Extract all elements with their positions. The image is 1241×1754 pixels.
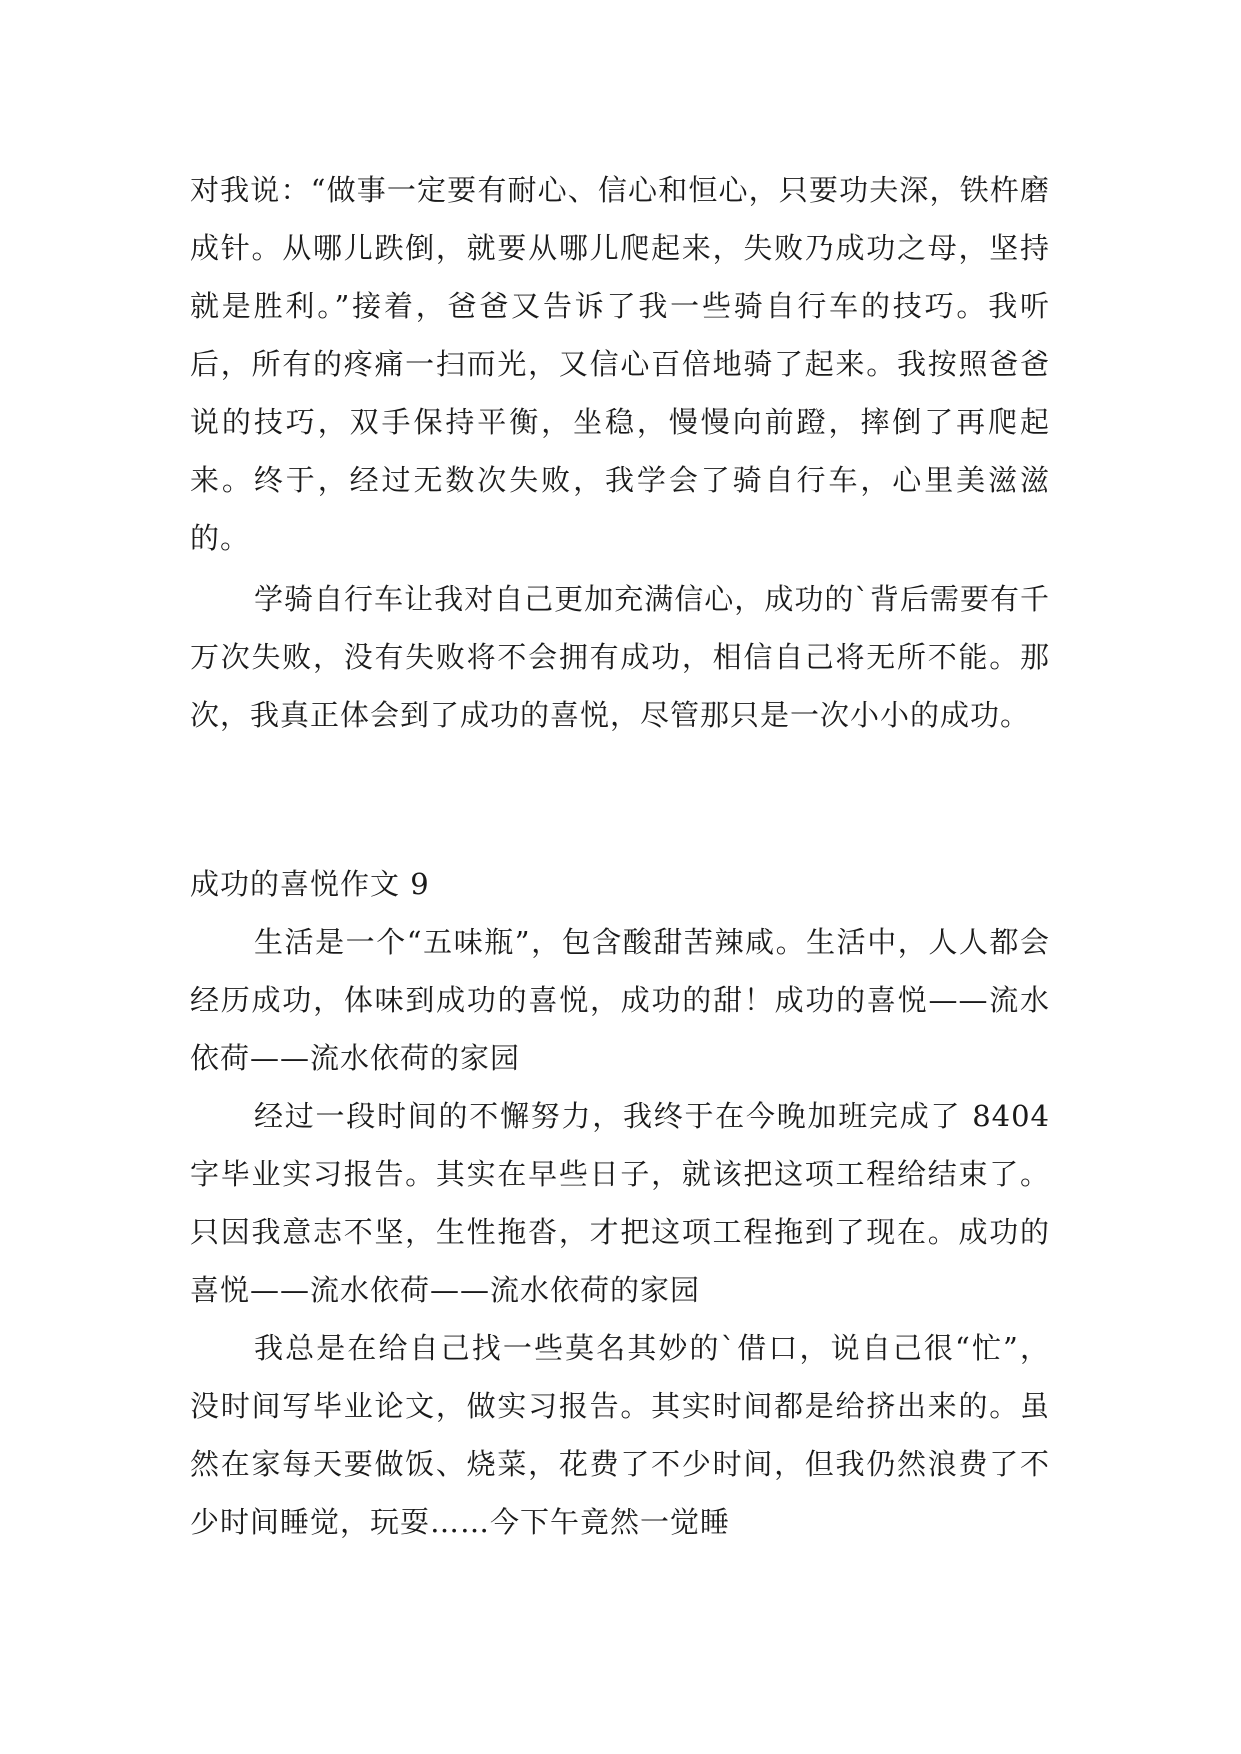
paragraph: 生活是一个“五味瓶”，包含酸甜苦辣咸。生活中，人人都会经历成功，体味到成功的喜悦，成功的甜！成功的喜悦——流水依荷——流水依荷的家园	[190, 925, 1050, 1075]
paragraph: 我总是在给自己找一些莫名其妙的`借口，说自己很“忙”，没时间写毕业论文，做实习报告。其实时间都是给挤出来的。虽然在家每天要做饭、烧菜，花费了不少时间，但我仍然浪费了不少时间睡觉，玩耍……今下午竟然一觉睡	[190, 1331, 1050, 1539]
continued-section	[190, 161, 1050, 567]
paragraph: 经过一段时间的不懈努力，我终于在今晚加班完成了 8404 字毕业实习报告。其实在早些日子，就该把这项工程给结束了。只因我意志不坚，生性拖沓，才把这项工程拖到了现在。成功的喜悦——流水依荷——流水依荷的家园	[190, 1099, 1050, 1307]
conclusion-section	[190, 570, 1050, 744]
essay-section	[190, 855, 1050, 1551]
paragraph-continued: 对我说：“做事一定要有耐心、信心和恒心，只要功夫深，铁杵磨成针。从哪儿跌倒，就要从哪儿爬起来，失败乃成功之母，坚持就是胜利。”接着，爸爸又告诉了我一些骑自行车的技巧。我听后，所有的疼痛一扫而光，又信心百倍地骑了起来。我按照爸爸说的技巧，双手保持平衡，坐稳，慢慢向前蹬，摔倒了再爬起来。终于，经过无数次失败，我学会了骑自行车，心里美滋滋的。	[190, 173, 1050, 555]
section-title: 成功的喜悦作文 9	[190, 867, 430, 901]
paragraph-conclusion: 学骑自行车让我对自己更加充满信心，成功的`背后需要有千万次失败，没有失败将不会拥有成功，相信自己将无所不能。那次，我真正体会到了成功的喜悦，尽管那只是一次小小的成功。	[190, 582, 1050, 732]
